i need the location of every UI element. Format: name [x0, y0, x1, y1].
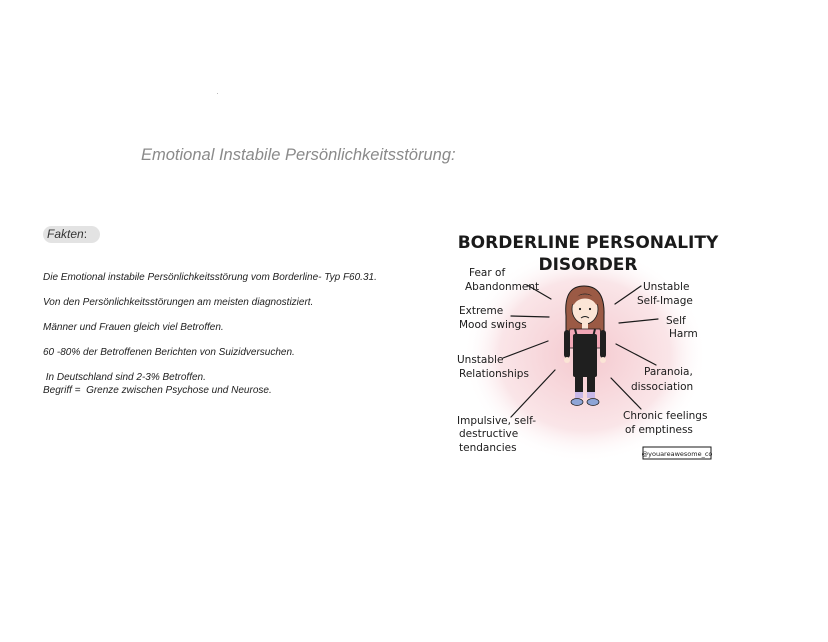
- illustration-heading-line-1: BORDERLINE PERSONALITY: [457, 233, 719, 253]
- facts-badge: [43, 226, 100, 243]
- fact-line-5: In Deutschland sind 2-3% Betroffen.: [43, 372, 206, 383]
- bpd-illustration: [453, 220, 723, 465]
- facts-label: Fakten: [47, 227, 84, 241]
- page-title: Emotional Instabile Persönlichkeitsstörung:: [141, 146, 456, 164]
- label-fear-of-abandonment: Fear of Abandonment: [465, 267, 540, 293]
- fact-line-1: Die Emotional instabile Persönlichkeitsstörung vom Borderline- Typ F60.31.: [43, 272, 377, 283]
- label-self-harm: Self Harm: [666, 315, 698, 340]
- stray-dot: [217, 93, 218, 94]
- label-unstable-relationships: Unstable Relationships: [457, 354, 529, 380]
- credit-text: @youareawesome_co: [641, 450, 713, 458]
- facts-colon: :: [83, 227, 88, 241]
- fact-line-6: Begriff = Grenze zwischen Psychose und Neurose.: [43, 385, 272, 396]
- label-extreme-mood-swings: Extreme Mood swings: [459, 305, 527, 331]
- label-chronic-emptiness: Chronic feelings of emptiness: [623, 410, 708, 436]
- fact-line-4: 60 -80% der Betroffenen Berichten von Suizidversuchen.: [43, 347, 295, 358]
- label-paranoia-dissociation: Paranoia, dissociation: [631, 366, 694, 393]
- label-unstable-self-image: Unstable Self-Image: [637, 281, 693, 307]
- illustration-heading-line-2: DISORDER: [538, 255, 638, 275]
- fact-line-3: Männer und Frauen gleich viel Betroffen.: [43, 322, 224, 333]
- overalls: [573, 334, 597, 377]
- label-impulsive-tendencies: Impulsive, self- destructive tendancies: [457, 415, 537, 454]
- fact-line-2: Von den Persönlichkeitsstörungen am meisten diagnostiziert.: [43, 297, 314, 308]
